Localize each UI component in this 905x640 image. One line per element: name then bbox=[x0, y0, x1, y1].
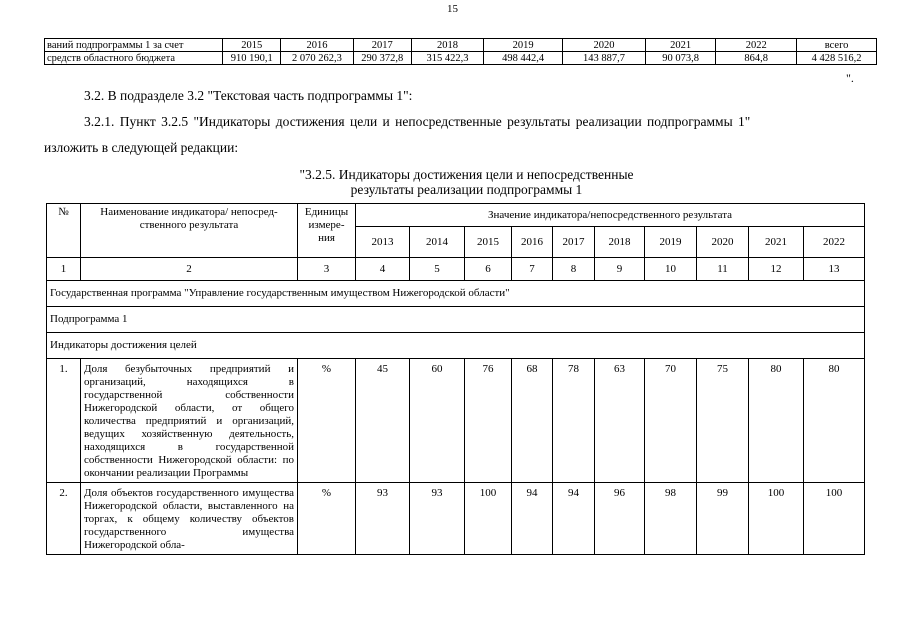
column-number: 10 bbox=[645, 258, 697, 281]
section-row-goals bbox=[47, 333, 865, 359]
budget-year: 2022 bbox=[716, 39, 797, 52]
indicator-value: 100 bbox=[749, 483, 804, 555]
budget-table bbox=[44, 38, 877, 65]
indicator-value: 94 bbox=[553, 483, 595, 555]
row-number: 1. bbox=[47, 359, 81, 483]
indicator-value: 98 bbox=[645, 483, 697, 555]
paragraph-3-2: 3.2. В подразделе 3.2 "Текстовая часть подпрограммы 1": bbox=[84, 88, 413, 103]
column-number: 8 bbox=[553, 258, 595, 281]
budget-value: 910 190,1 bbox=[223, 52, 281, 65]
column-number: 2 bbox=[81, 258, 298, 281]
page-number: 15 bbox=[447, 3, 458, 15]
header-year: 2021 bbox=[749, 227, 804, 258]
column-number: 3 bbox=[298, 258, 356, 281]
header-indicator-name: Наименование индикатора/ непосред-ственного результата bbox=[81, 204, 298, 258]
table-row bbox=[47, 483, 865, 555]
indicator-unit: % bbox=[298, 359, 356, 483]
budget-total-header: всего bbox=[797, 39, 877, 52]
section-goals-title: Индикаторы достижения целей bbox=[47, 333, 865, 359]
indicator-value: 94 bbox=[512, 483, 553, 555]
column-number: 5 bbox=[410, 258, 465, 281]
header-year: 2014 bbox=[410, 227, 465, 258]
paragraph-3-2-1-continued: изложить в следующей редакции: bbox=[44, 140, 239, 155]
column-number: 7 bbox=[512, 258, 553, 281]
indicator-value: 99 bbox=[697, 483, 749, 555]
budget-year: 2021 bbox=[645, 39, 715, 52]
budget-year: 2015 bbox=[223, 39, 281, 52]
budget-years-row bbox=[45, 39, 877, 52]
header-year: 2016 bbox=[512, 227, 553, 258]
indicator-name: Доля безубыточных предприятий и организаций, находящихся в государственной собственности Нижегородской области, от общего количества предприятий и организаций, ведущих хозяйственную деятельность, находящихся в государственной собственности Нижегородской области: по окончании реализации Программы bbox=[81, 359, 298, 483]
budget-year: 2017 bbox=[353, 39, 411, 52]
budget-value: 90 073,8 bbox=[645, 52, 715, 65]
header-year: 2020 bbox=[697, 227, 749, 258]
header-value-group: Значение индикатора/непосредственного результата bbox=[356, 204, 865, 227]
indicator-value: 78 bbox=[553, 359, 595, 483]
closing-quote-mark: ". bbox=[846, 71, 854, 85]
indicator-value: 60 bbox=[410, 359, 465, 483]
indicator-value: 93 bbox=[356, 483, 410, 555]
header-year: 2015 bbox=[465, 227, 512, 258]
header-year: 2017 bbox=[553, 227, 595, 258]
header-year: 2013 bbox=[356, 227, 410, 258]
column-number: 9 bbox=[595, 258, 645, 281]
section-row-program bbox=[47, 281, 865, 307]
column-number: 4 bbox=[356, 258, 410, 281]
indicator-value: 45 bbox=[356, 359, 410, 483]
column-number: 1 bbox=[47, 258, 81, 281]
section-subprogram-title: Подпрограмма 1 bbox=[47, 307, 865, 333]
budget-year: 2016 bbox=[281, 39, 354, 52]
indicator-unit: % bbox=[298, 483, 356, 555]
budget-value: 864,8 bbox=[716, 52, 797, 65]
indicator-value: 96 bbox=[595, 483, 645, 555]
header-year: 2022 bbox=[804, 227, 865, 258]
table-row bbox=[47, 359, 865, 483]
budget-value: 498 442,4 bbox=[484, 52, 563, 65]
header-year: 2018 bbox=[595, 227, 645, 258]
indicator-value: 100 bbox=[465, 483, 512, 555]
indicator-value: 70 bbox=[645, 359, 697, 483]
column-number: 13 bbox=[804, 258, 865, 281]
budget-total-value: 4 428 516,2 bbox=[797, 52, 877, 65]
budget-year: 2020 bbox=[563, 39, 646, 52]
column-number: 6 bbox=[465, 258, 512, 281]
indicator-value: 75 bbox=[697, 359, 749, 483]
section-heading-line2: результаты реализации подпрограммы 1 bbox=[350, 182, 583, 197]
table-header-row bbox=[47, 204, 865, 227]
budget-values-row bbox=[45, 52, 877, 65]
indicator-value: 80 bbox=[749, 359, 804, 483]
budget-row1-label: ваний подпрограммы 1 за счет bbox=[45, 39, 223, 52]
indicator-name: Доля объектов государственного имущества Нижегородской области, выставленного на торгах, к общему количеству объектов государственного имущества Нижегородской обла- bbox=[81, 483, 298, 555]
budget-year: 2019 bbox=[484, 39, 563, 52]
budget-value: 143 887,7 bbox=[563, 52, 646, 65]
indicator-value: 76 bbox=[465, 359, 512, 483]
indicator-table bbox=[46, 203, 865, 555]
header-number: № bbox=[47, 204, 81, 258]
column-number: 12 bbox=[749, 258, 804, 281]
indicator-value: 63 bbox=[595, 359, 645, 483]
header-year: 2019 bbox=[645, 227, 697, 258]
budget-value: 315 422,3 bbox=[411, 52, 484, 65]
budget-value: 290 372,8 bbox=[353, 52, 411, 65]
section-heading-line1: "3.2.5. Индикаторы достижения цели и непосредственные bbox=[299, 167, 634, 182]
indicator-value: 100 bbox=[804, 483, 865, 555]
section-row-subprogram bbox=[47, 307, 865, 333]
column-numbers-row bbox=[47, 258, 865, 281]
indicator-value: 93 bbox=[410, 483, 465, 555]
indicator-value: 68 bbox=[512, 359, 553, 483]
section-program-title: Государственная программа "Управление государственным имуществом Нижегородской области" bbox=[47, 281, 865, 307]
paragraph-3-2-1: 3.2.1. Пункт 3.2.5 "Индикаторы достижения цели и непосредственные результаты реализации подпрограммы 1" bbox=[84, 114, 751, 129]
column-number: 11 bbox=[697, 258, 749, 281]
indicator-value: 80 bbox=[804, 359, 865, 483]
budget-row2-label: средств областного бюджета bbox=[45, 52, 223, 65]
budget-year: 2018 bbox=[411, 39, 484, 52]
row-number: 2. bbox=[47, 483, 81, 555]
header-unit: Единицы измере-ния bbox=[298, 204, 356, 258]
budget-value: 2 070 262,3 bbox=[281, 52, 354, 65]
